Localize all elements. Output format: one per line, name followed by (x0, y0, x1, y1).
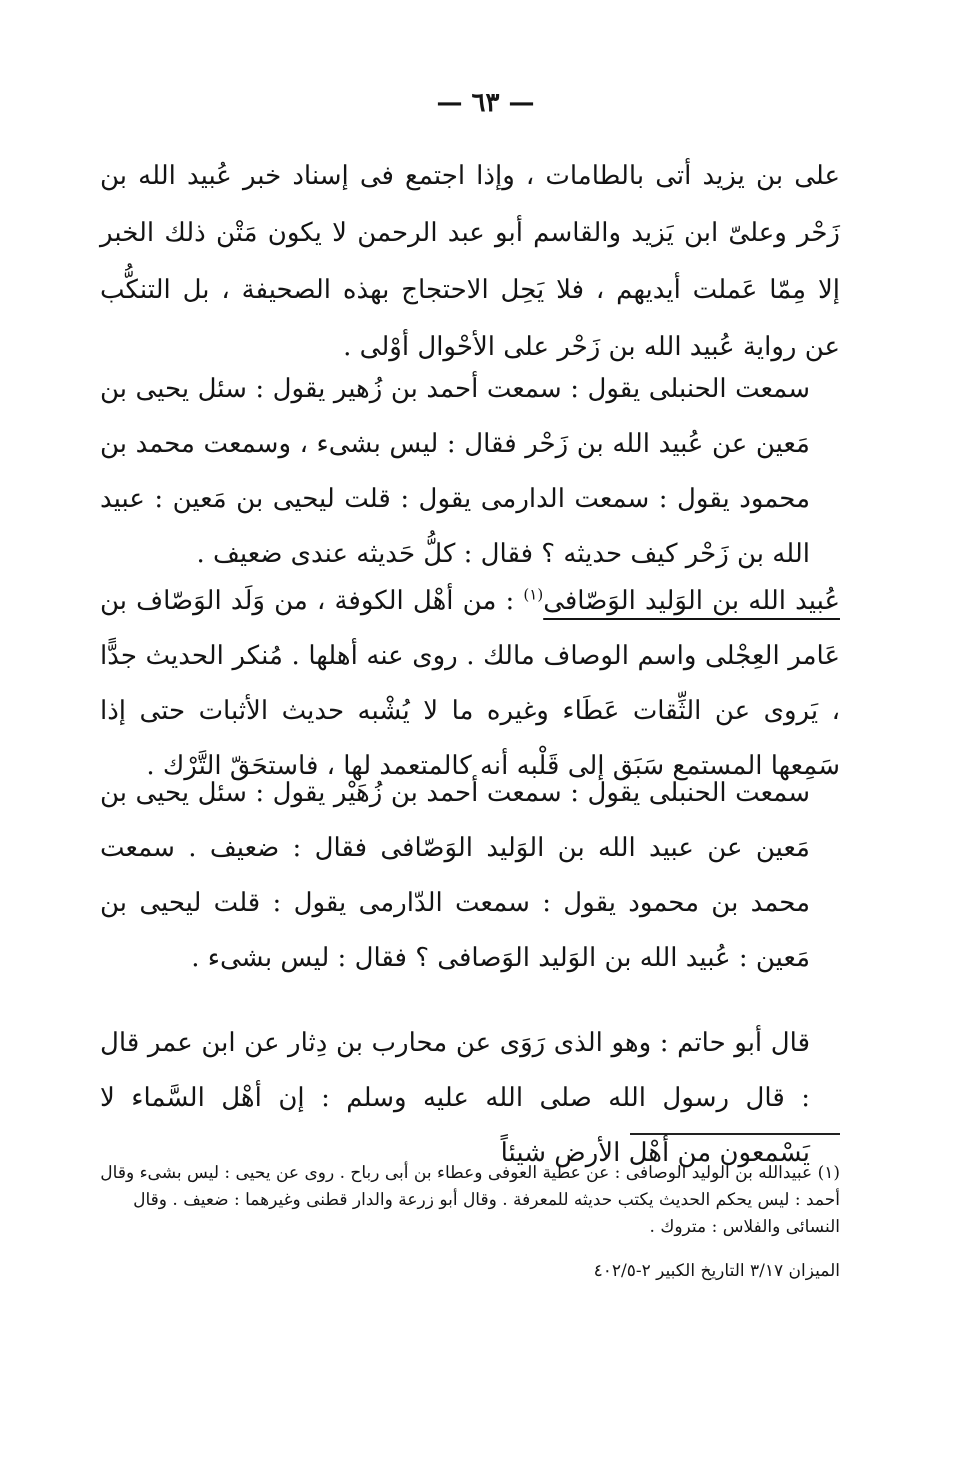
paragraph-entry-wassafi (100, 574, 840, 794)
footnote-references: الميزان ٣/١٧ التاريخ الكبير ٢-٤٠٢/٥ (593, 1261, 840, 1281)
paragraph-text: قال أبو حاتم : وهو الذى رَوَى عن محارب بن دِثار عن ابن عمر قال : قال رسول الله صلى الله عليه وسلم : إن أهْل السَّماء لا يَسْمعون من أهْل الأرض شيئاً (100, 1028, 810, 1168)
footnote-marker: (١) (523, 585, 544, 604)
paragraph-text: سمعت الحنبلى يقول : سمعت أحمد بن زُهَيْر يقول : سئل يحيى بن مَعين عن عبيد الله بن الوَليد الوَصّافى فقال : ضعيف . سمعت محمد بن محمود يقول : سمعت الدّارمى يقول : قلت ليحيى بن مَعين : عُبيد الله بن الوَليد الوَصافى ؟ فقال : ليس بشىء . (100, 778, 810, 973)
entry-body: من أهْل الكوفة ، من وَلَد الوَصّاف بن عَامر العِجْلى واسم الوصاف مالك . روى عنه أهلها . مُنكر الحديث جدًّا ، يَروى عن الثِّقات عَطَاء وغيره ما لا يُشْبه حديث الأثبات حتى إذا سَمِعها المستمع سَبَق إلى قَلْبه أنه كالمتعمد لها ، فاستحَقّ التَّرْك . (100, 586, 840, 781)
footnote-divider (630, 1133, 840, 1135)
paragraph-text: سمعت الحنبلى يقول : سمعت أحمد بن زُهير يقول : سئل يحيى بن مَعين عن عُبيد الله بن زَحْر فقال : ليس بشىء ، وسمعت محمد بن محمود يقول : سمعت الدارمى يقول : قلت ليحيى بن مَعين : عبيد الله بن زَحْر كيف حديثه ؟ فقال : كلُّ حَديثه عندى ضعيف . (100, 374, 810, 569)
entry-heading: عُبيد الله بن الوَليد الوَصّافى (543, 586, 840, 616)
footnotes (100, 1160, 840, 1285)
paragraph-abu-hatim (100, 1016, 840, 1181)
paragraph-entry-text (100, 574, 840, 794)
paragraph-ibn-zahr-continuation (100, 148, 840, 376)
paragraph-hanbali-on-wassafi (100, 766, 840, 986)
heading-separator: : (496, 586, 524, 616)
footnote-1: (١) عبيدالله بن الوليد الوصافى : عن عطية العوفى وعطاء بن أبى رباح . روى عن يحيى : ليس بشىء وقال أحمد : ليس يحكم الحديث يكتب حديثه للمعرفة . وقال أبو زرعة والدار قطنى وغيرهما : ضعيف . وقال النسائى والفلاس : متروك . (100, 1163, 840, 1237)
paragraph-text: على بن يزيد أتى بالطامات ، وإذا اجتمع فى إسناد خبر عُبيد الله بن زَحْر وعلىّ ابن يَزيد والقاسم أبو عبد الرحمن لا يكون مَتْن ذلك الخبر إلا مِمّا عَملت أيديهم ، فلا يَحِل الاحتجاج بهذه الصحيفة ، بل التنكُّب عن رواية عُبيد الله بن زَحْر على الأحْوال أوْلى . (100, 161, 840, 362)
paragraph-hanbali-on-ibn-zahr (100, 362, 840, 582)
page-number: — ٦٣ — (436, 88, 535, 118)
